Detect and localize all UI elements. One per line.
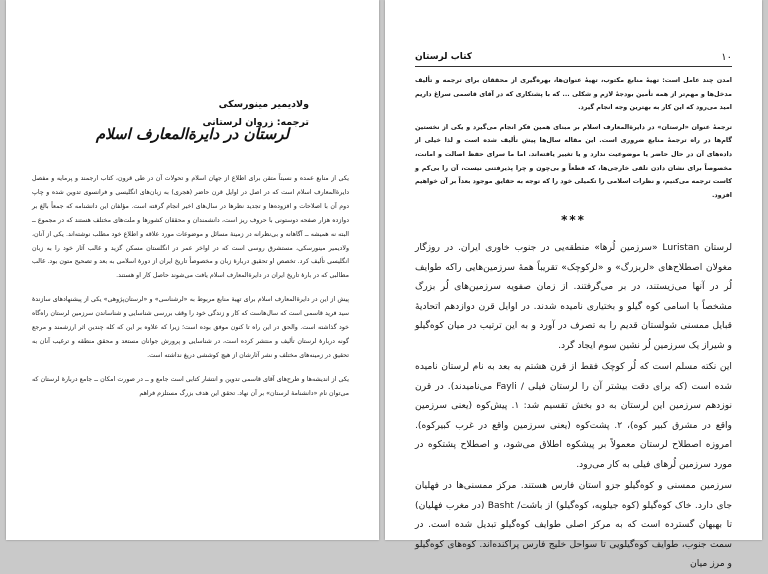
section-separator: ***	[561, 213, 586, 227]
running-header	[415, 52, 732, 66]
body-paragraph: لرستان Luristan «سرزمین لُرها» منطقه‌یی در جنوب خاوری ایران. در روزگار مغولان اصطلاح‌های «لربزرگ» و «لرکوچک» تقریباً همهٔ سرزمین‌هایی راکه طوایف لُر در آنها می‌زیستند، در بر می‌گرفتند. از زمان صفویه سرزمین‌های لُر بزرگ مشخصاً با اسامی کوه گیلو و بختیاری نامیده شدند. در اوایل قرن دوازدهم اتحادیهٔ قبایل ممسنی شولستان قدیم را به تصرف در آورد و به این ترتیب در میان کوه‌گیلو و شیراز یک سرزمین لُر نشین سوم ایجاد گرد.	[415, 242, 733, 351]
left-page	[6, 0, 379, 540]
intro-paragraph: ترجمهٔ عنوان «لرستان» در دایرةالمعارف اسلام بر مبنای همین فکر انجام می‌گیرد و یکی از نخستین گام‌ها در راه ترجمهٔ منابع ضروری است. این مقاله سال‌ها پیش تألیف شده است و لذا خیلی از داده‌های آن در حال حاضر یا موضوعیت ندارد و یا تغییر یافته‌اند. اما ما سرای حفظ اصالت و امانت، مخصوصاً برای نشان دادن تلقی خارجی‌ها، که قطعاً و بی‌چون و چرا پذیرفتنی نیست، آن را بی‌کم و کاست ترجمه می‌کنیم، و نظرات اسلامی را تکمیلی خود را که توجه به حقایق موجود بعداً بر آن خواهیم افزود.	[415, 122, 732, 199]
page-number: ۱۰	[721, 52, 732, 63]
article-title: لرستان در دایرةالمعارف اسلام	[95, 125, 290, 143]
left-paragraph: پیش از این در دایرةالمعارف اسلام برای تهیهٔ منابع مربوط به «لرشناسی» و «لرستان‌پژوهی» یکی از پیشنهادهای سازندهٔ سید فرید قاسمی است که سال‌هاست که کار و زندگی خود را وقف بررسی شناسایی و شناساندن سرزمین لرستان راه‌گاه خود گذاشته است. والحق در این راه تا کنون موفق بوده است؛ زیرا که علاوه بر این که کله چندین اثر ارزشمند و مرجع گونه دربارهٔ لرستان تألیف و منتشر کرده است، در شناسایی و پرورش جوانان مستعد و محقق منطقه و ترغیب آنان به تحقیق در زمینه‌های مختلف و نشر آثارشان از هیچ کوششی دریغ نداشته است.	[32, 296, 349, 359]
body-paragraph: سرزمین ممسنی و کوه‌گیلو جزو استان فارس هستند. مرکز ممسنی‌ها در فهلیان جای دارد. خاک کوه‌گیلو (کوه جیلویه، کوه‌گیلو) از باشت/ Basht (در مغرب فهلیان) تا بهبهان گسترده است که به مرکز اصلی طوایف کوه‌گیلو تبدیل شده است. در سمت جنوب، طوایف کوه‌گیلویی تا سواحل خلیج فارس پراکنده‌اند. کوه‌های کوه‌گیلو و مرز میان	[415, 480, 732, 569]
author-name: ولادیمیر مینورسکی	[218, 99, 309, 110]
intro-paragraph: امدن چند عامل است: تهیهٔ منابع مکتوب، تهیهٔ عنوان‌ها، بهره‌گیری از محققان برای ترجمه و تألیف مدخل‌ها و مهم‌تر از همه تأمین بودجهٔ لازم و شکلی ... که با پشتکاری که در آقای قاسمی سراغ داریم امید می‌رود که این کار به بهترین وجه انجام گیرد.	[415, 76, 732, 112]
body-paragraph: این نکته مسلم است که لُر کوچک فقط از قرن هشتم به بعد به نام لرستان نامیده شده است (که برای دقت بیشتر آن را لرستان فیلی / Fayli می‌نامیدند). در قرن نوزدهم سرزمین این لرستان به دو بخش تقسیم شد: ۱. پیش‌کوه (یعنی سرزمین واقع در مشرق کبیر کوه)، ۲. پشت‌کوه (یعنی سرزمین واقع در غرب کبیرکوه). امروزه اصطلاح لرستان معمولاً بر پیشکوه اطلاق می‌شود، و اصطلاح پشتکوه در مورد سرزمین لُرهای فیلی به کار می‌رود.	[415, 361, 732, 470]
right-page	[385, 0, 762, 569]
left-paragraph: یکی از اندیشه‌ها و طرح‌های آقای قاسمی تدوین و انتشار کتابی است جامع و ــ در صورت امکان ــ جامع دربارهٔ لرستان که می‌توان نام «دانشنامهٔ لرستان» بر آن نهاد. تحقق این هدف بزرگ مستلزم فراهم	[32, 375, 349, 397]
right-page-body	[415, 238, 732, 574]
left-paragraph: یکی از منابع عمده و نسبتاً متقن برای اطلاع از جهان اسلام و تحولات آن در طی قرون، کتاب ارجمند و پرمایه و مفصل دایرةالمعارف اسلام است که در اصل در اوایل قرن حاضر (هجری) به زبان‌های انگلیسی و فرانسوی تدوین شده و چاپ دوم آن با اصلاحات و افزوده‌ها و تجدید نظرها در سال‌های اخیر انجام گرفته است. مؤلفان این دانشنامه که جمعاً بالغ بر دوازده هزار صفحه دوستونی با حروف ریز است، دانشمندان و محققان کشورها و ملت‌های مختلف هستند که در مجموع ــ البته نه همیشه ــ آگاهانه و بی‌نظرانه در زمینهٔ مسائل و موضوعات مورد علاقه و اطلاع خود مطلب نوشته‌اند. یکی از آنان، ولادیمیر مینورسکی، مستشرق روسی است که در اواخر عمر در انگلستان مسکن گزید و غالب آثار خود را به زبان انگلیسی تألیف کرد. تخصص او تحقیق دربارهٔ زبان و مخصوصاً تاریخ ایران از دورهٔ اسلامی به بعد و تصحیح متون بود. غالب مطالبی که در بارهٔ تاریخ ایران در دایرةالمعارف اسلام یافت می‌شوند حاصل کار او هستند.	[32, 175, 349, 280]
translator-credit: ترجمه: زروان لرستانی	[202, 117, 309, 128]
header-rule	[415, 66, 732, 67]
left-page-body	[32, 172, 349, 401]
running-header-title: کتاب لرستان	[415, 52, 473, 62]
translator-introduction	[415, 74, 732, 202]
